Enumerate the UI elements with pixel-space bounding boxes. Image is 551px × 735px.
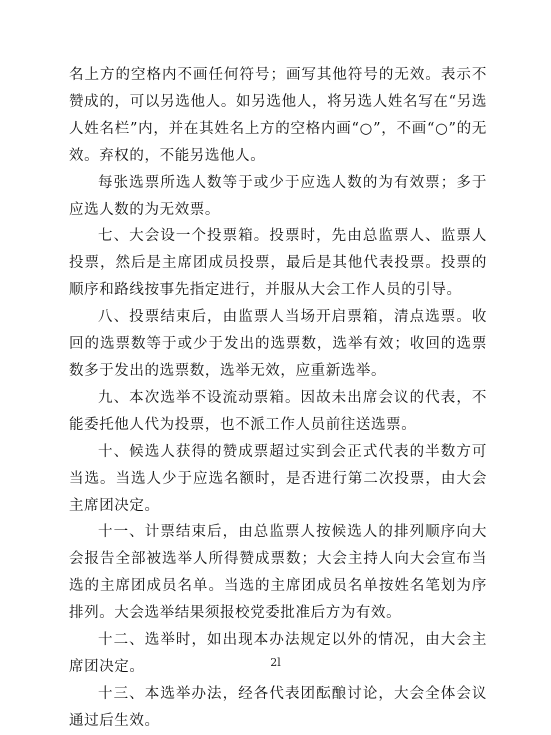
paragraph-thirteen: 十三、本选举办法，经各代表团酝酿讨论，大会全体会议通过后生效。 [69,685,487,729]
body-text [69,62,487,735]
paragraph-ten: 十、候选人获得的赞成票超过实到会正式代表的半数方可当选。当选人少于应选名额时，是否进行第二次投票，由大会主席团决定。 [69,443,487,514]
paragraph-eleven: 十一、计票结束后，由总监票人按候选人的排列顺序向大会报告全部被选举人所得赞成票数；大会主持人向大会宣布当选的主席团成员名单。当选的主席团成员名单按姓名笔划为序排列。大会选举结果须报校党委批准后方为有效。 [69,524,487,622]
paragraph-twelve: 十二、选举时，如出现本办法规定以外的情况，由大会主席团决定。 [69,632,487,675]
paragraph-nine: 九、本次选举不设流动票箱。因故未出席会议的代表，不能委托他人代为投票，也不派工作人员前往送选票。 [69,389,487,433]
paragraph-valid-ballot: 每张选票所选人数等于或少于应选人数的为有效票；多于应选人数的为无效票。 [69,174,487,218]
paragraph-continuation: 名上方的空格内不画任何符号；画写其他符号的无效。表示不赞成的，可以另选他人。如另选他人，将另选人姓名写在“另选人姓名栏”内，并在其姓名上方的空格内画“○”，不画“○”的无效。弃权的，不能另选他人。 [69,67,487,164]
paragraph-seven: 七、大会设一个投票箱。投票时，先由总监票人、监票人投票，然后是主席团成员投票，最后是其他代表投票。投票的顺序和路线按事先指定进行，并服从大会工作人员的引导。 [69,228,487,299]
paragraph-eight: 八、投票结束后，由监票人当场开启票箱，清点选票。收回的选票数等于或少于发出的选票数，选举有效；收回的选票数多于发出的选票数，选举无效，应重新选举。 [69,309,487,379]
page-number: 2l [270,656,281,669]
